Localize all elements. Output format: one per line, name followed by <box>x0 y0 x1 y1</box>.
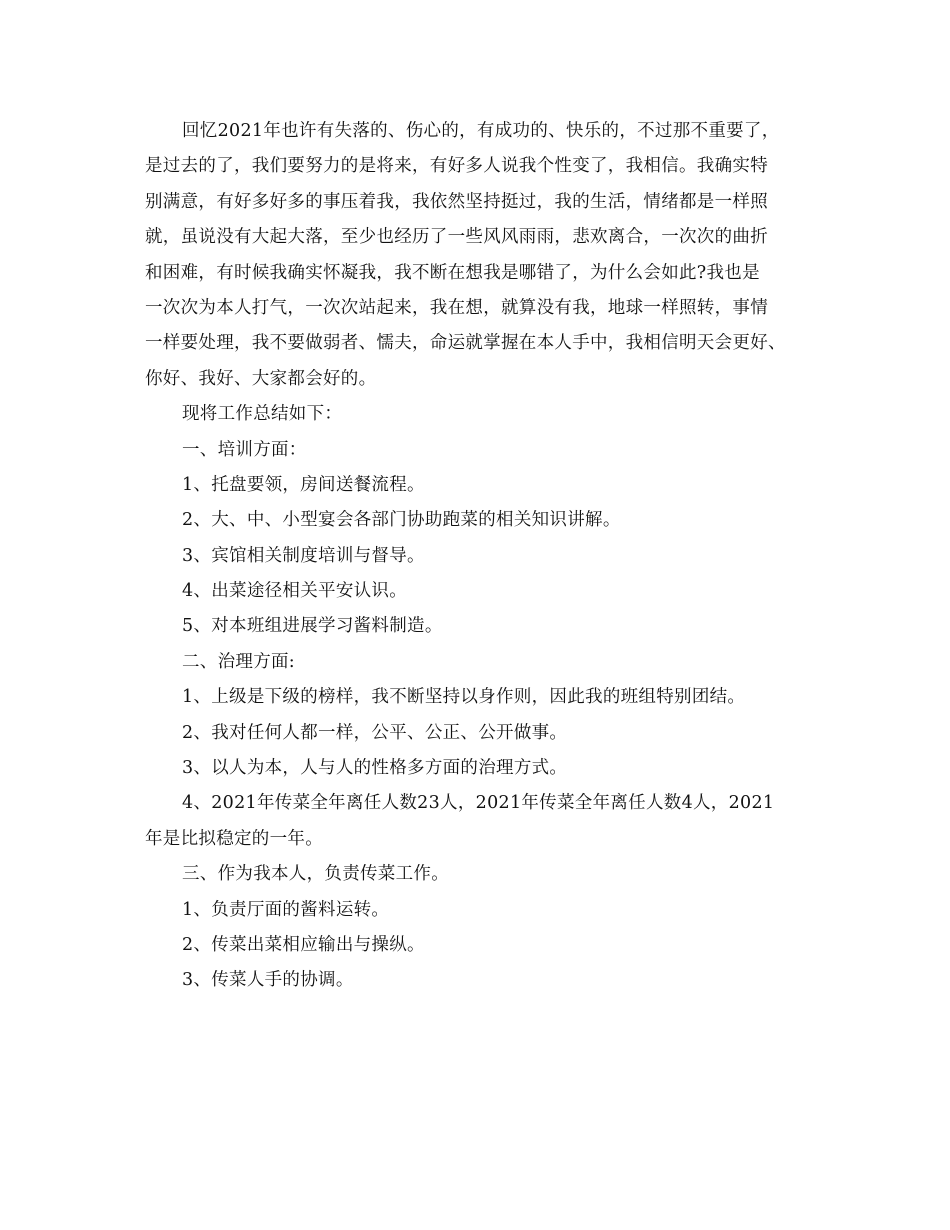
paragraph-line: 是过去的了，我们要努力的是将来，有好多人说我个性变了，我相信。我确实特 <box>145 156 768 177</box>
list-item: 3、传菜人手的协调。 <box>182 970 354 991</box>
list-item: 1、托盘要领，房间送餐流程。 <box>182 474 425 495</box>
list-item: 1、上级是下级的榜样，我不断坚持以身作则，因此我的班组特别团结。 <box>182 687 746 708</box>
list-item: 5、对本班组进展学习酱料制造。 <box>182 616 443 637</box>
list-item: 3、以人为本，人与人的性格多方面的治理方式。 <box>182 758 568 779</box>
list-item: 2、传菜出菜相应输出与操纵。 <box>182 934 425 955</box>
summary-intro: 现将工作总结如下： <box>182 404 343 425</box>
list-item: 3、宾馆相关制度培训与督导。 <box>182 545 425 566</box>
section-heading-training: 一、培训方面： <box>182 439 307 460</box>
paragraph-line: 一样要处理，我不要做弱者、懦夫，命运就掌握在本人手中，我相信明天会更好、 <box>145 333 786 354</box>
list-item-continuation: 年是比拟稳定的一年。 <box>145 828 323 849</box>
list-item: 1、负责厅面的酱料运转。 <box>182 899 390 920</box>
paragraph-line: 就，虽说没有大起大落，至少也经历了一些风风雨雨，悲欢离合，一次次的曲折 <box>145 227 768 248</box>
paragraph-line: 回忆2021年也许有失落的、伤心的，有成功的、快乐的，不过那不重要了， <box>182 121 780 141</box>
paragraph-line: 一次次为本人打气，一次次站起来，我在想，就算没有我，地球一样照转，事情 <box>145 297 768 318</box>
paragraph-line: 你好、我好、大家都会好的。 <box>145 368 377 389</box>
list-item: 4、出菜途径相关平安认识。 <box>182 581 408 602</box>
paragraph-line: 和困难，有时候我确实怀凝我，我不断在想我是哪错了，为什么会如此?我也是 <box>145 262 760 283</box>
paragraph-line: 别满意，有好多好多的事压着我，我依然坚持挺过，我的生活，情绪都是一样照 <box>145 191 768 212</box>
list-item: 4、2021年传菜全年离任人数23人，2021年传菜全年离任人数4人，2021 <box>182 793 775 814</box>
section-heading-management: 二、治理方面: <box>182 651 295 672</box>
document-body <box>145 114 825 999</box>
section-heading-responsibility: 三、作为我本人，负责传菜工作。 <box>182 864 449 885</box>
list-item: 2、我对任何人都一样，公平、公正、公开做事。 <box>182 722 568 743</box>
list-item: 2、大、中、小型宴会各部门协助跑菜的相关知识讲解。 <box>182 510 621 531</box>
